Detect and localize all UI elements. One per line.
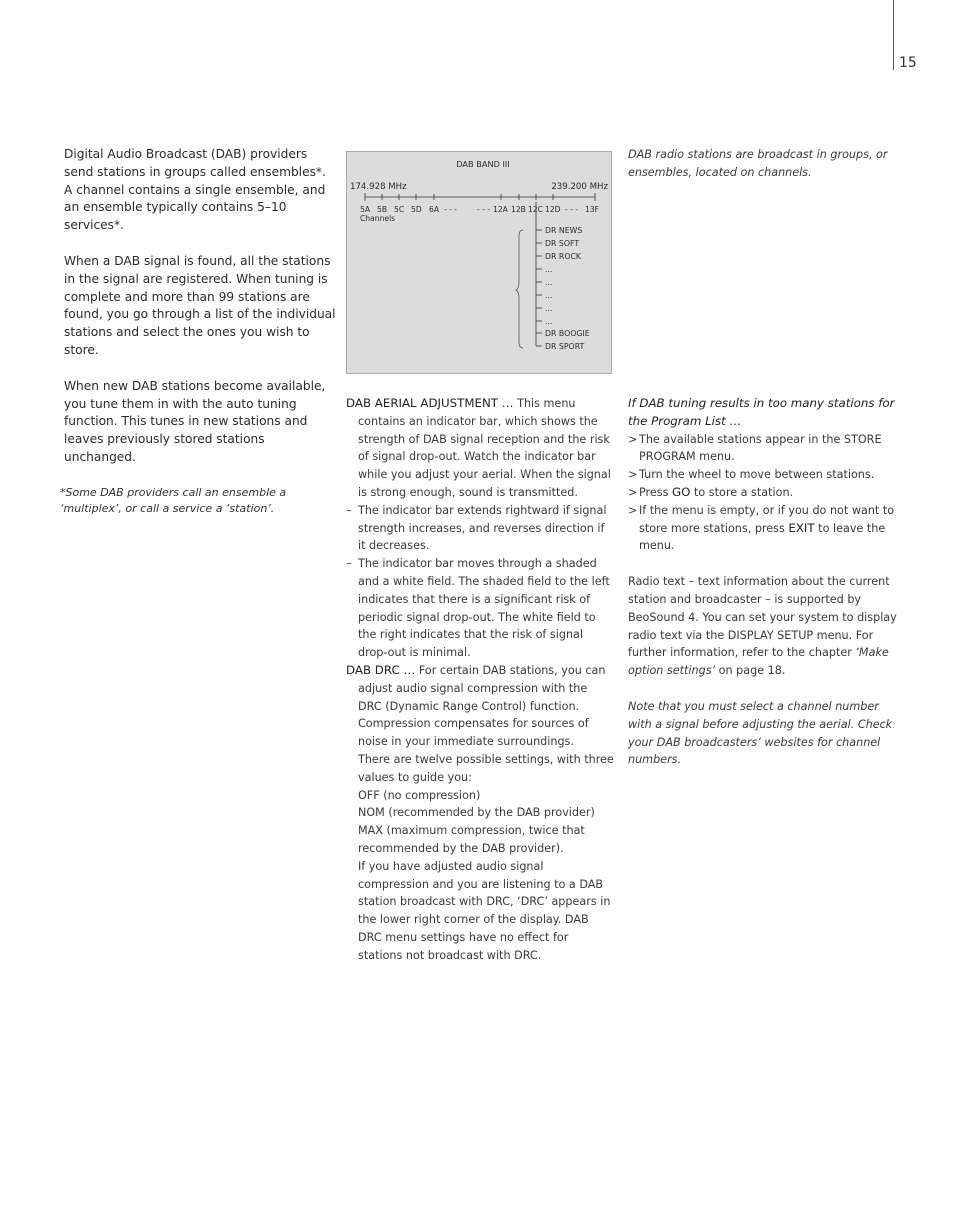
aerial-adjustment-key: DAB AERIAL ADJUSTMENT … bbox=[346, 396, 514, 410]
step-2 bbox=[628, 466, 898, 484]
drc-settings-intro: There are twelve possible settings, with three values to guide you: bbox=[358, 752, 614, 784]
station-label: ... bbox=[545, 278, 553, 287]
drc-value-nom: NOM (recommended by the DAB provider) bbox=[358, 806, 595, 820]
station-label: ... bbox=[545, 265, 553, 274]
aerial-adjustment-text: This menu contains an indicator bar, which shows the strength of DAB signal reception and the risk of signal drop-out. Watch the indicator bar while you adjust your aerial. When the signal is strong enough, sound is transmitted. bbox=[358, 397, 611, 499]
channel-label: 12D bbox=[545, 205, 561, 214]
channel-label: 5D bbox=[411, 205, 422, 214]
dab-band-figure bbox=[346, 151, 612, 374]
channel-label: 5C bbox=[394, 205, 405, 214]
step-2-text: Turn the wheel to move between stations. bbox=[639, 468, 875, 482]
chapter-reference: ‘Make option settings’ bbox=[628, 646, 889, 678]
channel-label: 12A bbox=[493, 205, 508, 214]
page-number: 15 bbox=[899, 55, 917, 71]
intro-line-2: A channel contains a single ensemble, and an ensemble typically contains 5–10 services*. bbox=[64, 182, 326, 233]
step-4-pre: If the menu is empty, or if you do not want to store more stations, press bbox=[639, 503, 895, 535]
dash-marker: – bbox=[346, 557, 352, 571]
dab-band-diagram bbox=[347, 152, 611, 373]
channel-dashes: - - - bbox=[477, 205, 491, 214]
radio-text-pre: Radio text – text information about the current station and broadcaster – is supported by BeoSound 4. You can set your system to display radio text via the DISPLAY SETUP menu. For further information, refer to the chapter bbox=[628, 575, 897, 660]
tips-heading: If DAB tuning results in too many stations for the Program List … bbox=[628, 396, 895, 428]
intro-column bbox=[60, 146, 336, 536]
intro-paragraph-3: When new DAB stations become available, you tune them in with the auto tuning function. This tunes in new stations and leaves previously stored stations unchanged. bbox=[64, 378, 326, 464]
menu-description-column bbox=[346, 395, 614, 965]
station-label: DR ROCK bbox=[545, 252, 582, 261]
dash-marker: – bbox=[346, 503, 352, 517]
step-4 bbox=[628, 502, 898, 555]
page-margin-rule bbox=[893, 0, 894, 70]
footnote bbox=[60, 485, 336, 518]
channel-label: 6A bbox=[429, 205, 440, 214]
step-marker: > bbox=[628, 468, 638, 482]
tips-column bbox=[628, 395, 898, 769]
drc-item bbox=[346, 662, 614, 751]
intro-paragraph-1 bbox=[64, 146, 336, 235]
aerial-bullet-2-text: The indicator bar moves through a shaded and a white field. The shaded field to the left indicates that there is a significant risk of periodic signal drop-out. The white field to the right indicates that the risk of signal drop-out is minimal. bbox=[358, 557, 610, 660]
channels-label: Channels bbox=[360, 214, 396, 223]
drc-text: For certain DAB stations, you can adjust audio signal compression with the DRC (Dynamic Range Control) function. Compression compensates for sources of noise in your immediate surroundings. bbox=[358, 663, 606, 749]
station-label: ... bbox=[545, 317, 553, 326]
ensemble-brace bbox=[516, 230, 523, 348]
channel-label: 12B bbox=[511, 205, 526, 214]
station-label: DR SOFT bbox=[545, 239, 580, 248]
drc-outro: If you have adjusted audio signal compression and you are listening to a DAB station broadcast with DRC, ‘DRC’ appears in the lower right corner of the display. DAB DRC menu settings have no effect for stations not broadcast with DRC. bbox=[358, 859, 611, 962]
go-button-label: GO bbox=[672, 484, 691, 499]
channel-label: 5B bbox=[377, 205, 388, 214]
radio-text-post: on page 18. bbox=[715, 664, 786, 678]
figure-caption: DAB radio stations are broadcast in groups, or ensembles, located on channels. bbox=[628, 148, 888, 179]
station-label: ... bbox=[545, 291, 553, 300]
footnote-text: Some DAB providers call an ensemble a ‘multiplex’, or call a service a ‘station’. bbox=[60, 485, 287, 516]
drc-key: DAB DRC … bbox=[346, 662, 416, 677]
freq-high-label: 239.200 MHz bbox=[551, 182, 608, 192]
channel-label: 12C bbox=[528, 205, 543, 214]
station-label: DR SPORT bbox=[545, 342, 585, 351]
step-marker: > bbox=[628, 503, 638, 517]
exit-button-label: EXIT bbox=[788, 520, 815, 535]
channel-label: 13F bbox=[585, 205, 600, 214]
step-3-pre: Press bbox=[639, 485, 672, 499]
intro-paragraph-2: When a DAB signal is found, all the stations in the signal are registered. When tuning is complete and more than 99 stations are found, you go through a list of the individual stations and select the ones you wish to store. bbox=[64, 253, 336, 357]
station-labels bbox=[545, 226, 590, 351]
aerial-adjustment-item bbox=[346, 395, 614, 502]
step-1 bbox=[628, 431, 898, 467]
aerial-bullet-1 bbox=[346, 502, 614, 555]
channel-dashes: - - - bbox=[565, 205, 579, 214]
freq-low-label: 174.928 MHz bbox=[350, 182, 407, 192]
intro-line-1: Digital Audio Broadcast (DAB) providers send stations in groups called ensembles*. bbox=[64, 147, 326, 179]
station-label: DR NEWS bbox=[545, 226, 583, 235]
step-3-post: to store a station. bbox=[690, 485, 794, 499]
step-marker: > bbox=[628, 432, 638, 446]
footnote-star: * bbox=[60, 485, 66, 499]
step-4-post: to leave the menu. bbox=[639, 521, 886, 553]
step-marker: > bbox=[628, 485, 638, 499]
step-1-text: The available stations appear in the STORE PROGRAM menu. bbox=[639, 432, 882, 464]
station-label: ... bbox=[545, 304, 553, 313]
figure-title: DAB BAND III bbox=[456, 159, 510, 169]
aerial-note: Note that you must select a channel number with a signal before adjusting the aerial. Check your DAB broadcasters’ websites for channel numbers. bbox=[628, 699, 893, 767]
aerial-bullet-2 bbox=[346, 555, 614, 662]
aerial-bullet-1-text: The indicator bar extends rightward if signal strength increases, and reverses direction if it decreases. bbox=[358, 503, 607, 553]
frequency-axis bbox=[365, 193, 595, 201]
station-label: DR BOOGIE bbox=[545, 329, 590, 338]
channel-labels bbox=[360, 205, 599, 223]
radio-text-paragraph bbox=[628, 573, 898, 680]
step-3 bbox=[628, 484, 898, 502]
drc-value-max: MAX (maximum compression, twice that recommended by the DAB provider). bbox=[358, 824, 585, 855]
channel-label: 5A bbox=[360, 205, 371, 214]
station-tree bbox=[536, 202, 542, 346]
drc-value-off: OFF (no compression) bbox=[358, 788, 481, 802]
channel-dashes: - - - bbox=[444, 205, 458, 214]
